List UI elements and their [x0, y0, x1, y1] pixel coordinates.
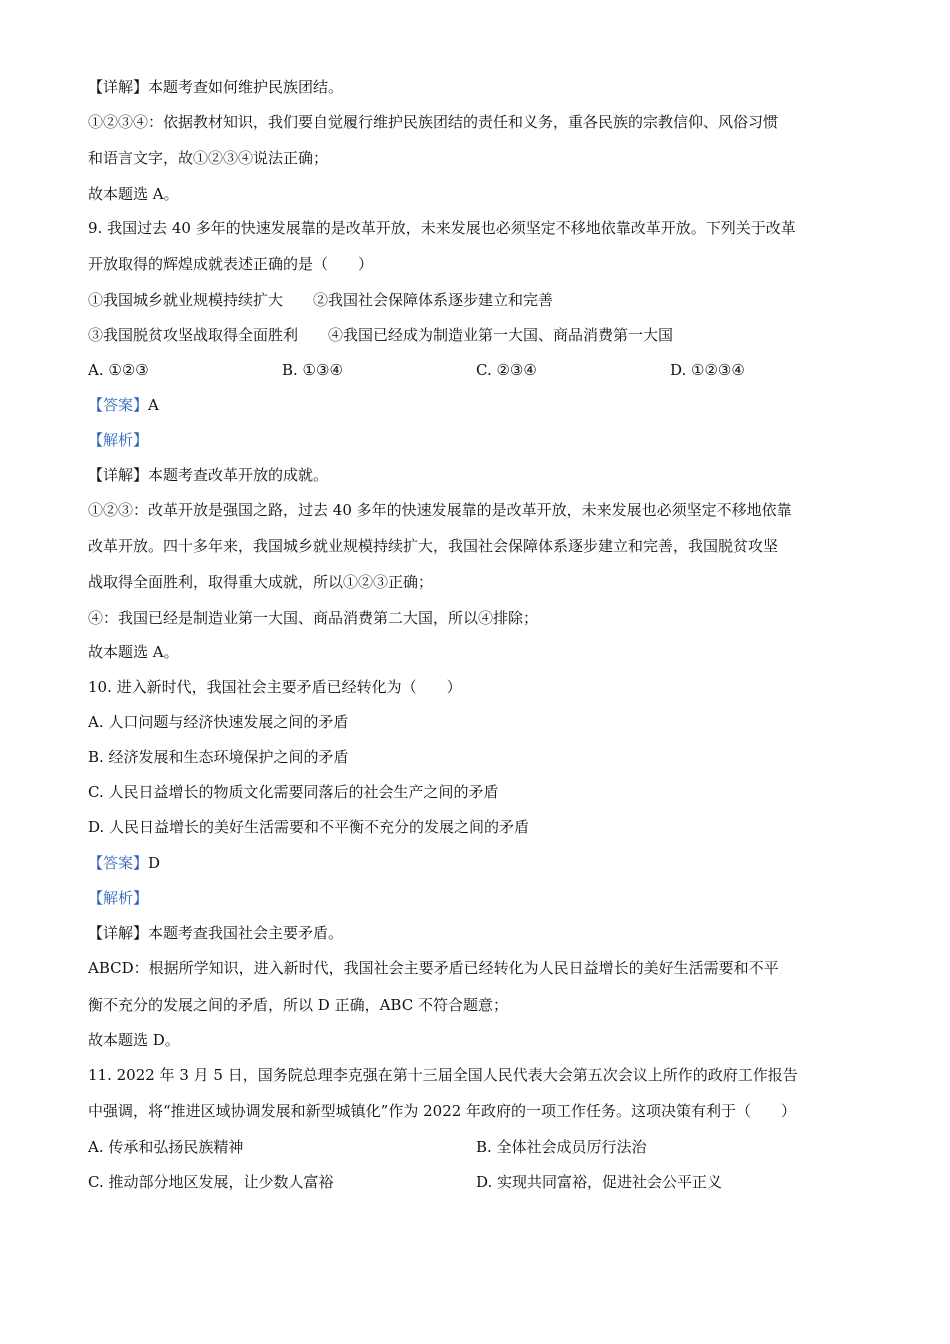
q9-detail-line: [88, 465, 328, 485]
answer-tag: 【答案】: [88, 396, 149, 414]
q10-option-b[interactable]: B. 经济发展和生态环境保护之间的矛盾: [88, 748, 349, 766]
q10-option-a[interactable]: A. 人口问题与经济快速发展之间的矛盾: [88, 713, 349, 731]
q11-option-b[interactable]: B. 全体社会成员厉行法治: [476, 1138, 647, 1156]
q11-options-row-1: [88, 1137, 864, 1157]
q10-answer: D: [148, 854, 161, 872]
q10-conclusion: 故本题选 D。: [88, 1031, 180, 1049]
q9-statements-1: ①我国城乡就业规模持续扩大 ②我国社会保障体系逐步建立和完善: [88, 291, 554, 309]
q8-conclusion: 故本题选 A。: [88, 185, 179, 203]
q9-detail-text-3: 战取得全面胜利，取得重大成就，所以①②③正确；: [88, 573, 434, 591]
q10-detail-text-1: ABCD：根据所学知识，进入新时代，我国社会主要矛盾已经转化为人民日益增长的美好生活需要和不平: [88, 959, 779, 977]
q11-option-a[interactable]: A. 传承和弘扬民族精神: [88, 1138, 244, 1156]
q9-detail-text-1: ①②③：改革开放是强国之路，过去 40 多年的快速发展靠的是改革开放，未来发展也必须坚定不移地依靠: [88, 501, 792, 519]
q9-option-a[interactable]: A. ①②③: [88, 361, 149, 379]
q10-option-c[interactable]: C. 人民日益增长的物质文化需要同落后的社会生产之间的矛盾: [88, 783, 499, 801]
detail-tag: 【详解】: [88, 78, 149, 96]
detail-tag: 【详解】: [88, 924, 149, 942]
detail-tag: 【详解】: [88, 466, 149, 484]
q8-detail-line: [88, 77, 343, 97]
q11-option-d[interactable]: D. 实现共同富裕，促进社会公平正义: [476, 1173, 723, 1191]
detail-intro: 本题考查如何维护民族团结。: [148, 78, 344, 96]
q10-detail-line: [88, 923, 343, 943]
q9-answer-line: [88, 395, 159, 415]
q9-answer: A: [148, 396, 159, 414]
detail-intro: 本题考查改革开放的成就。: [148, 466, 329, 484]
q10-option-d[interactable]: D. 人民日益增长的美好生活需要和不平衡不充分的发展之间的矛盾: [88, 818, 530, 836]
q11-stem-2: 中强调，将“推进区域协调发展和新型城镇化”作为 2022 年政府的一项工作任务。这项决策有利于（ ）: [88, 1102, 797, 1120]
q11-option-c[interactable]: C. 推动部分地区发展，让少数人富裕: [88, 1173, 334, 1191]
answer-tag: 【答案】: [88, 854, 149, 872]
q9-option-d[interactable]: D. ①②③④: [670, 361, 745, 379]
q10-answer-line: [88, 853, 160, 873]
q9-options: [88, 360, 864, 380]
q9-option-b[interactable]: B. ①③④: [282, 361, 343, 379]
q10-detail-text-2: 衡不充分的发展之间的矛盾，所以 D 正确，ABC 不符合题意；: [88, 996, 508, 1014]
q8-detail-text-2: 和语言文字，故①②③④说法正确；: [88, 149, 329, 167]
q9-statements-2: ③我国脱贫攻坚战取得全面胜利 ④我国已经成为制造业第一大国、商品消费第一大国: [88, 326, 674, 344]
q10-analysis-tag: 【解析】: [88, 889, 149, 907]
q9-stem-1: 9. 我国过去 40 多年的快速发展靠的是改革开放，未来发展也必须坚定不移地依靠改革开放。下列关于改革: [88, 219, 796, 237]
q9-detail-text-2: 改革开放。四十多年来，我国城乡就业规模持续扩大，我国社会保障体系逐步建立和完善，我国脱贫攻坚: [88, 537, 779, 555]
q9-detail-text-4: ④：我国已经是制造业第一大国、商品消费第二大国，所以④排除；: [88, 609, 539, 627]
q11-stem-1: 11. 2022 年 3 月 5 日，国务院总理李克强在第十三届全国人民代表大会第五次会议上所作的政府工作报告: [88, 1066, 798, 1084]
q9-conclusion: 故本题选 A。: [88, 643, 179, 661]
q10-stem: 10. 进入新时代，我国社会主要矛盾已经转化为（ ）: [88, 678, 462, 696]
q8-detail-text-1: ①②③④：依据教材知识，我们要自觉履行维护民族团结的责任和义务，重各民族的宗教信仰、风俗习惯: [88, 113, 779, 131]
q11-options-row-2: [88, 1172, 864, 1192]
detail-intro: 本题考查我国社会主要矛盾。: [148, 924, 344, 942]
q9-stem-2: 开放取得的辉煌成就表述正确的是（ ）: [88, 255, 374, 273]
q9-analysis-tag: 【解析】: [88, 431, 149, 449]
q9-option-c[interactable]: C. ②③④: [476, 361, 537, 379]
